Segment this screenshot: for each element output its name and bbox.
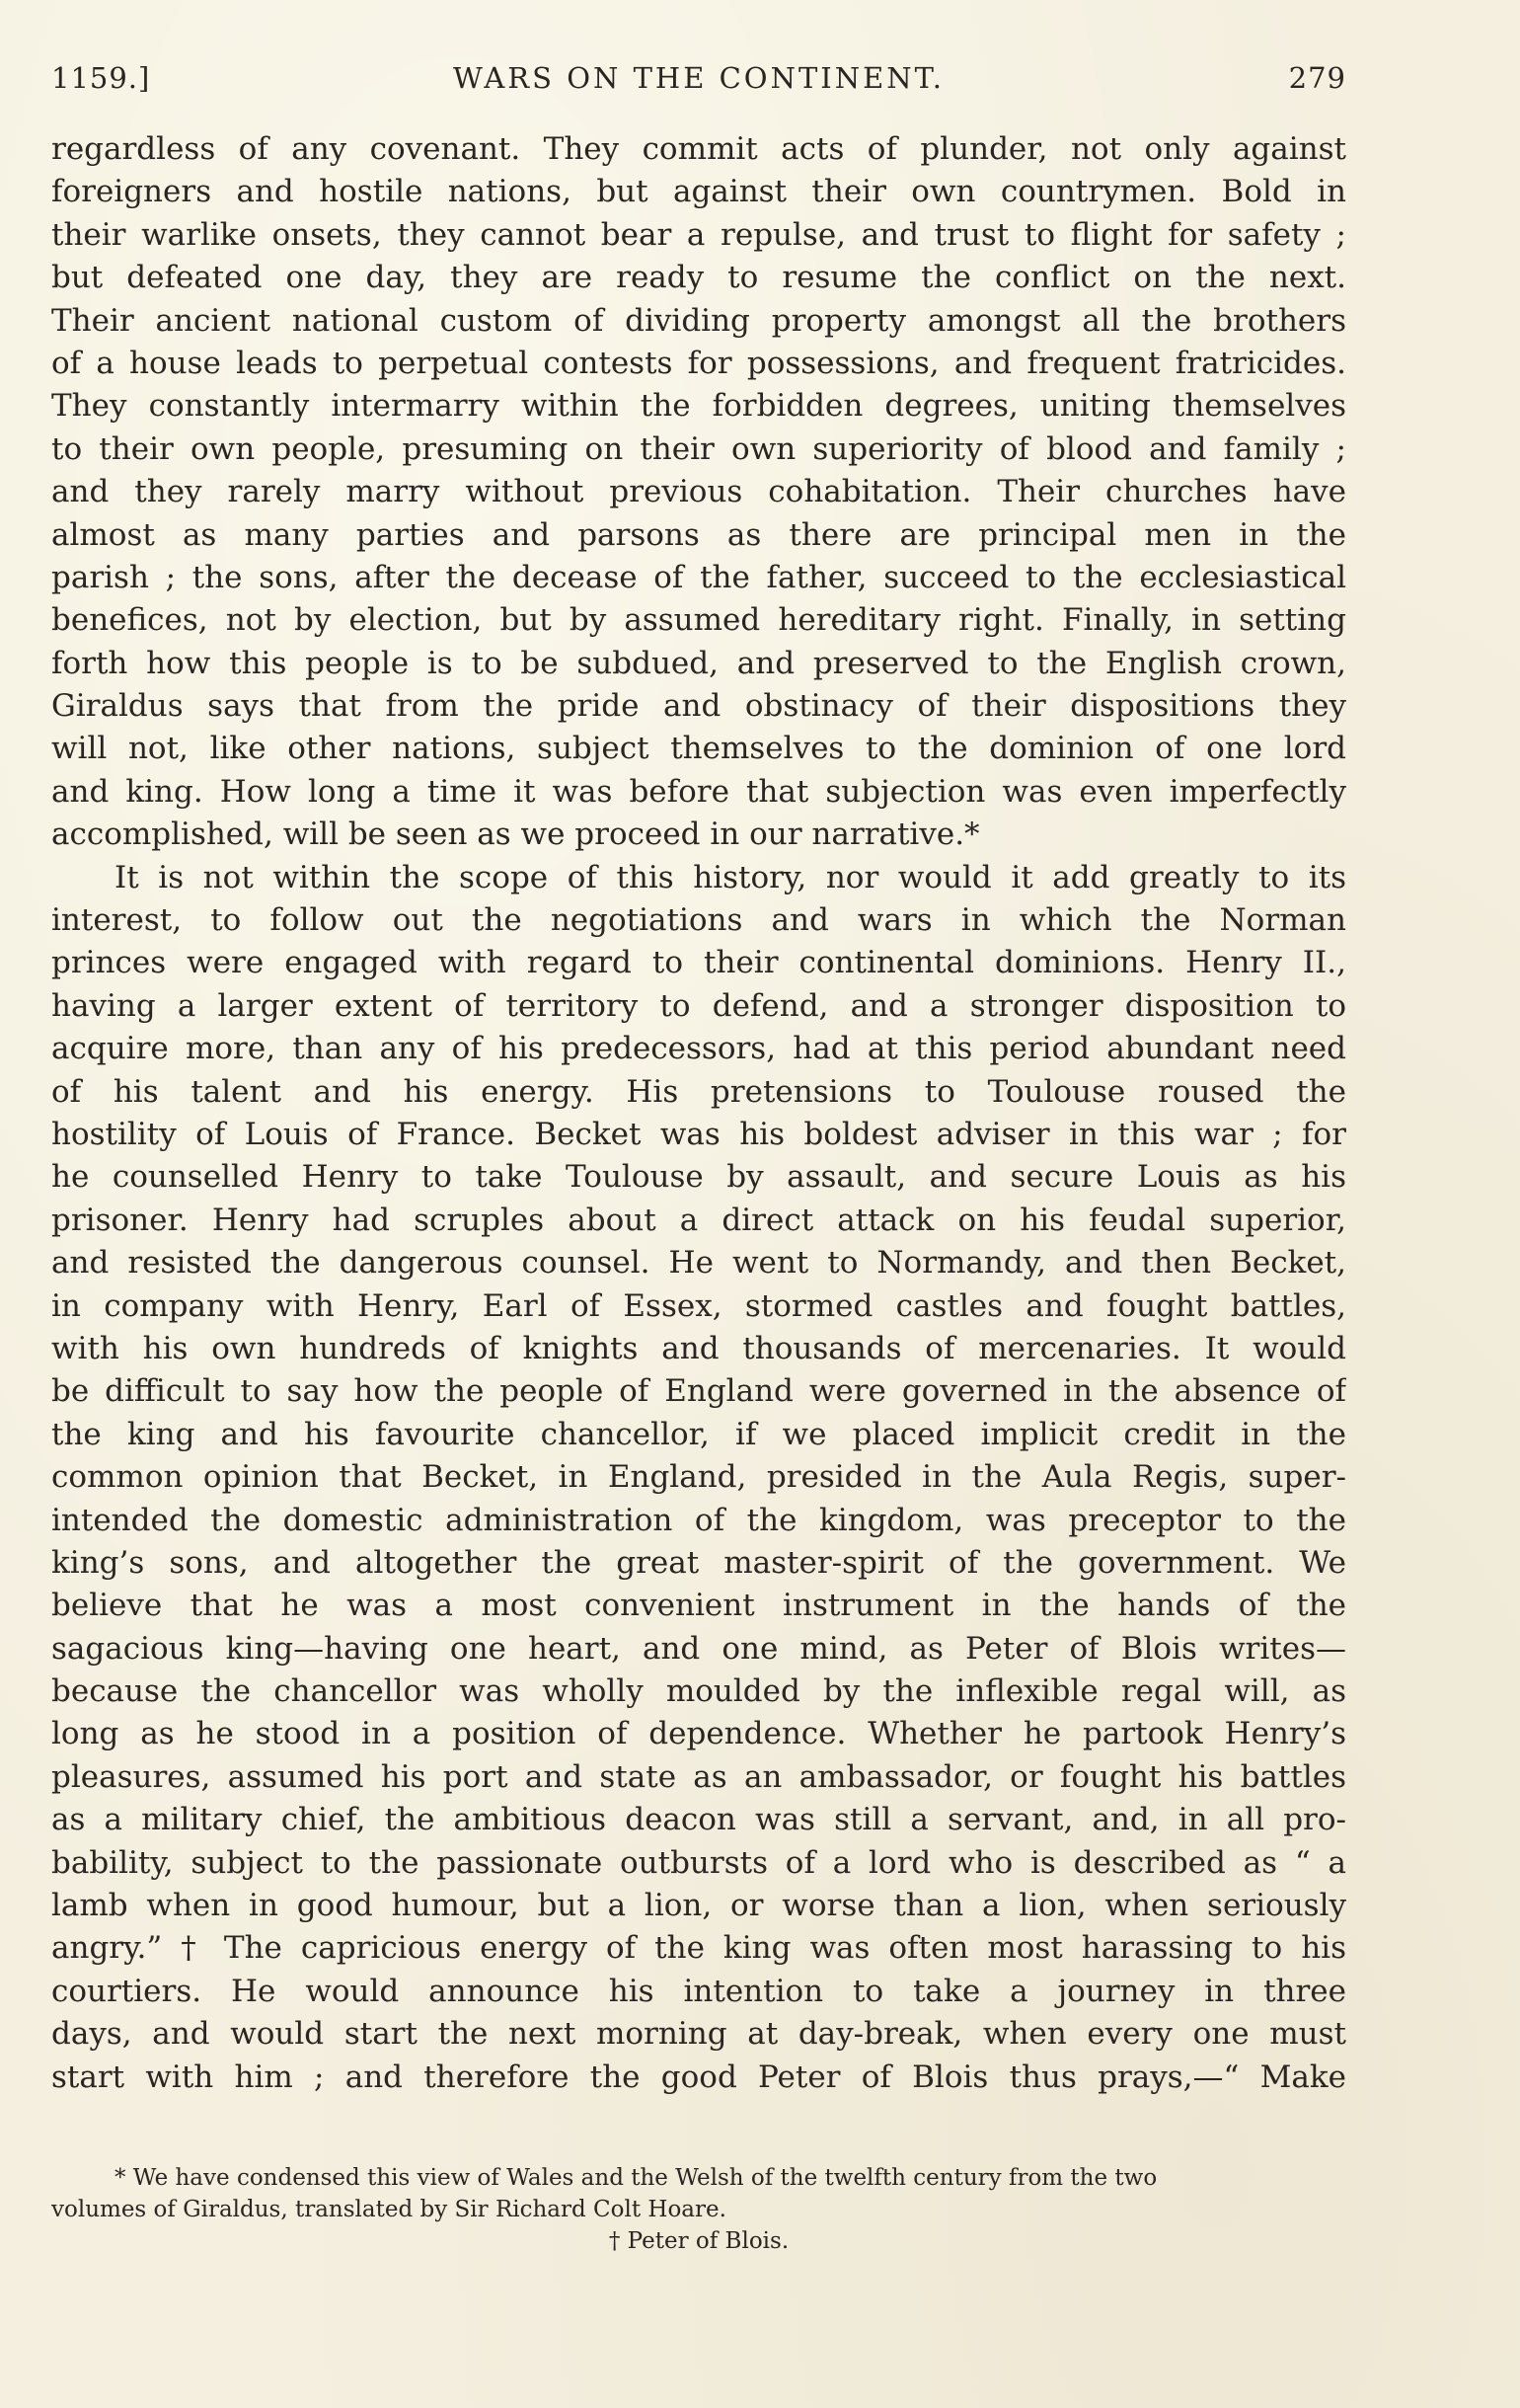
text-line: be difficult to say how the people of England were governed in the absence of [51,1373,1346,1410]
footnote-star: * We have condensed this view of Wales and the Welsh of the twelfth century from the two [114,2165,1158,2191]
text-line: They constantly intermarry within the forbidden degrees, uniting themselves [51,388,1346,425]
text-line: of a house leads to perpetual contests for possessions, and frequent fratricides. [51,345,1346,381]
footnote-star-continued: volumes of Giraldus, translated by Sir Richard Colt Hoare. [51,2197,726,2222]
header-year: 1159.] [51,61,151,95]
text-line: pleasures, assumed his port and state as an ambassador, or fought his battles [51,1758,1346,1795]
text-line: of his talent and his energy. His pretensions to Toulouse roused the [51,1073,1346,1110]
text-line: acquire more, than any of his predecessors, had at this period abundant need [51,1031,1346,1067]
text-line: king’s sons, and altogether the great master-spirit of the government. We [51,1544,1346,1581]
text-line: start with him ; and therefore the good Peter of Blois thus prays,—“ Make [51,2058,1346,2095]
text-line: forth how this people is to be subdued, and preserved to the English crown, [51,645,1346,681]
text-line: intended the domestic administration of the kingdom, was preceptor to the [51,1502,1346,1538]
text-line: Giraldus says that from the pride and obstinacy of their dispositions they [51,688,1346,725]
text-line: hostility of Louis of France. Becket was his boldest adviser in this war ; for [51,1116,1346,1152]
text-line: and resisted the dangerous counsel. He went to Normandy, and then Becket, [51,1245,1346,1282]
text-line: believe that he was a most convenient instrument in the hands of the [51,1588,1346,1624]
text-line: bability, subject to the passionate outbursts of a lord who is described as “ a [51,1844,1346,1881]
header-title: WARS ON THE CONTINENT. [453,61,945,95]
text-line: having a larger extent of territory to defend, and a stronger disposition to [51,987,1346,1024]
text-line: their warlike onsets, they cannot bear a repulse, and trust to flight for safety ; [51,216,1346,253]
footnote-dagger: † Peter of Blois. [608,2228,790,2254]
text-line: in company with Henry, Earl of Essex, stormed castles and fought battles, [51,1287,1346,1324]
text-line: benefices, not by election, but by assumed hereditary right. Finally, in setting [51,602,1346,639]
text-line: sagacious king—having one heart, and one mind, as Peter of Blois writes— [51,1630,1346,1667]
page-number: 279 [1288,61,1346,95]
text-line: and king. How long a time it was before that subjection was even imperfectly [51,773,1346,810]
text-line: accomplished, will be seen as we proceed in our narrative.* [51,816,980,853]
text-line: Their ancient national custom of dividing property amongst all the brothers [51,302,1346,339]
text-line: long as he stood in a position of dependence. Whether he partook Henry’s [51,1716,1346,1752]
text-line: prisoner. Henry had scruples about a direct attack on his feudal superior, [51,1202,1346,1238]
text-line: courtiers. He would announce his intention to take a journey in three [51,1973,1346,2009]
text-line: angry.” † The capricious energy of the king was often most harassing to his [51,1930,1346,1967]
text-line: and they rarely marry without previous cohabitation. Their churches have [51,474,1346,510]
text-line: will not, like other nations, subject themselves to the dominion of one lord [51,731,1346,767]
footnotes [51,2162,1346,2257]
text-line: It is not within the scope of this history, nor would it add greatly to its [114,859,1346,895]
text-line: the king and his favourite chancellor, if we placed implicit credit in the [51,1416,1346,1452]
text-line: to their own people, presuming on their own superiority of blood and family ; [51,430,1346,467]
text-line: almost as many parties and parsons as there are principal men in the [51,516,1346,553]
text-line: lamb when in good humour, but a lion, or worse than a lion, when seriously [51,1888,1346,1924]
text-line: foreigners and hostile nations, but against their own countrymen. Bold in [51,174,1346,210]
text-line: but defeated one day, they are ready to resume the conflict on the next. [51,260,1346,296]
text-line: with his own hundreds of knights and thousands of mercenaries. It would [51,1330,1346,1366]
text-line: interest, to follow out the negotiations and wars in which the Norman [51,902,1346,939]
text-line: he counselled Henry to take Toulouse by assault, and secure Louis as his [51,1159,1346,1196]
text-line: as a military chief, the ambitious deacon was still a servant, and, in all pro- [51,1802,1346,1838]
text-line: because the chancellor was wholly moulded by the inflexible regal will, as [51,1673,1346,1710]
text-line: parish ; the sons, after the decease of the father, succeed to the ecclesiastical [51,559,1346,595]
text-line: princes were engaged with regard to their continental dominions. Henry II., [51,945,1346,981]
text-line: common opinion that Becket, in England, presided in the Aula Regis, super- [51,1459,1346,1496]
running-header [51,61,1346,101]
text-line: days, and would start the next morning at day-break, when every one must [51,2016,1346,2053]
text-line: regardless of any covenant. They commit acts of plunder, not only against [51,131,1346,167]
body-text [51,128,1346,2099]
